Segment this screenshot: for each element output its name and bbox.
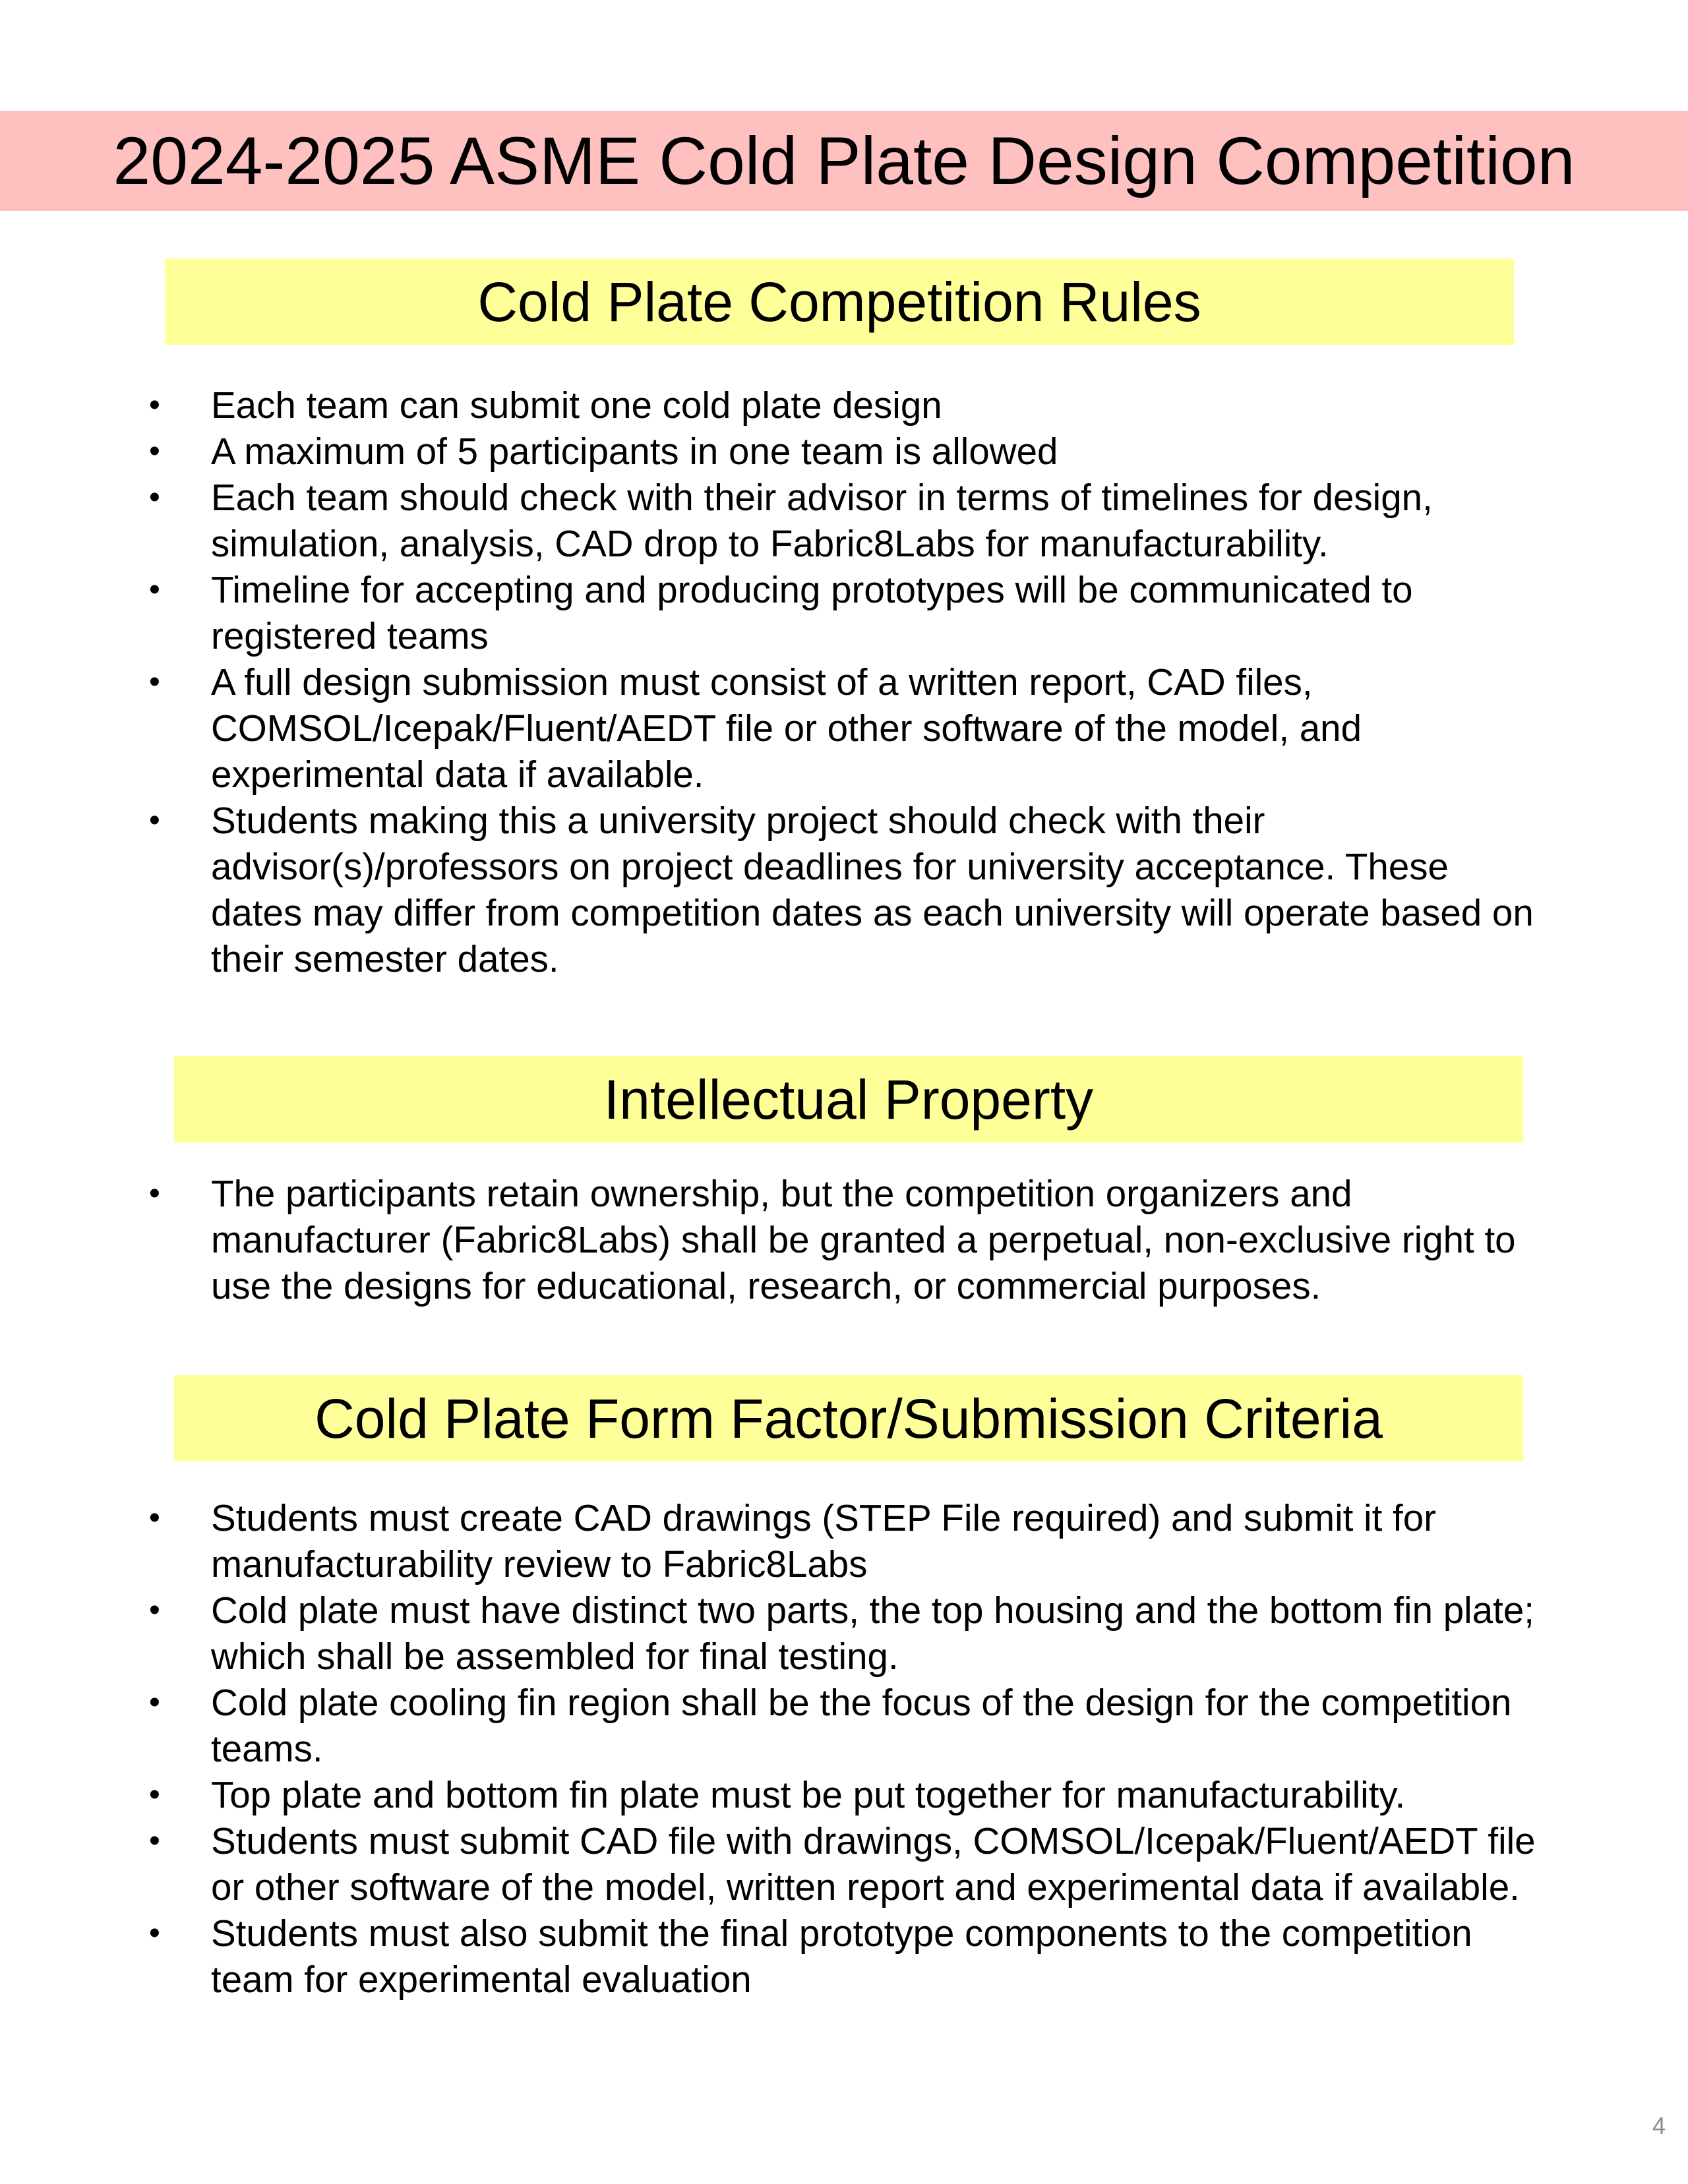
section-heading-intellectual-property [174,1056,1523,1142]
section-heading-form-factor [174,1375,1523,1461]
list-item [0,1818,1536,1910]
bullet-icon: • [149,1685,160,1720]
list-item [0,428,1536,475]
page-number: 4 [1652,2112,1666,2139]
bullet-icon: • [149,1823,160,1858]
bullet-icon: • [149,572,160,607]
list-item [0,567,1536,659]
list-item-text: Students must also submit the final prototype components to the competition team for experimental evaluation [211,1912,1472,2000]
bullet-icon: • [149,388,160,423]
bullet-icon: • [149,1916,160,1951]
list-item [0,1171,1536,1309]
section-heading-competition-rules [165,258,1514,345]
list-item-text: The participants retain ownership, but the competition organizers and manufacturer (Fabric8Labs) shall be granted a perpetual, non-exclusive right to use the designs for educational, research, or commercial purposes. [211,1173,1516,1307]
list-item-text: Each team should check with their advisor in terms of timelines for design, simulation, analysis, CAD drop to Fabric8Labs for manufacturability. [211,477,1433,564]
bullet-icon: • [149,1593,160,1628]
title-band [0,111,1688,211]
list-item-text: A maximum of 5 participants in one team is allowed [211,430,1058,472]
list-item-text: Cold plate cooling fin region shall be the focus of the design for the competition teams. [211,1682,1512,1769]
list-item-text: Each team can submit one cold plate design [211,384,942,426]
list-item-text: A full design submission must consist of a written report, CAD files, COMSOL/Icepak/Fluent/AEDT file or other software of the model, and experimental data if available. [211,661,1362,795]
list-item [0,1587,1536,1680]
bullet-icon: • [149,1176,160,1211]
list-item-text: Top plate and bottom fin plate must be put together for manufacturability. [211,1774,1406,1815]
list-item-text: Students must create CAD drawings (STEP File required) and submit it for manufacturability review to Fabric8Labs [211,1497,1436,1585]
list-item-text: Students making this a university project should check with their advisor(s)/professors on project deadlines for university acceptance. These dates may differ from competition dates as each university will operate based on their semester dates. [211,800,1534,980]
list-item-text: Students must submit CAD file with drawings, COMSOL/Icepak/Fluent/AEDT file or other software of the model, written report and experimental data if available. [211,1820,1536,1908]
page-title: 2024-2025 ASME Cold Plate Design Competition [113,123,1575,198]
list-item [0,1680,1536,1772]
list-item [0,1495,1536,1587]
section-heading-text: Intellectual Property [603,1068,1094,1131]
bullet-icon: • [149,803,160,838]
bullet-icon: • [149,434,160,469]
list-item [0,382,1536,428]
bullet-icon: • [149,1777,160,1812]
list-item [0,1772,1536,1818]
section-heading-text: Cold Plate Competition Rules [477,270,1201,333]
form-factor-criteria-list [0,1495,1688,2003]
section-heading-text: Cold Plate Form Factor/Submission Criteria [315,1387,1383,1450]
intellectual-property-list [0,1171,1688,1309]
list-item-text: Timeline for accepting and producing prototypes will be communicated to registered teams [211,569,1413,657]
list-item-text: Cold plate must have distinct two parts, the top housing and the bottom fin plate; which shall be assembled for final testing. [211,1589,1534,1677]
competition-rules-list [0,382,1688,982]
bullet-icon: • [149,664,160,699]
list-item [0,798,1536,982]
bullet-icon: • [149,1500,160,1535]
list-item [0,475,1536,567]
list-item [0,659,1536,798]
list-item [0,1910,1536,2003]
bullet-icon: • [149,480,160,515]
